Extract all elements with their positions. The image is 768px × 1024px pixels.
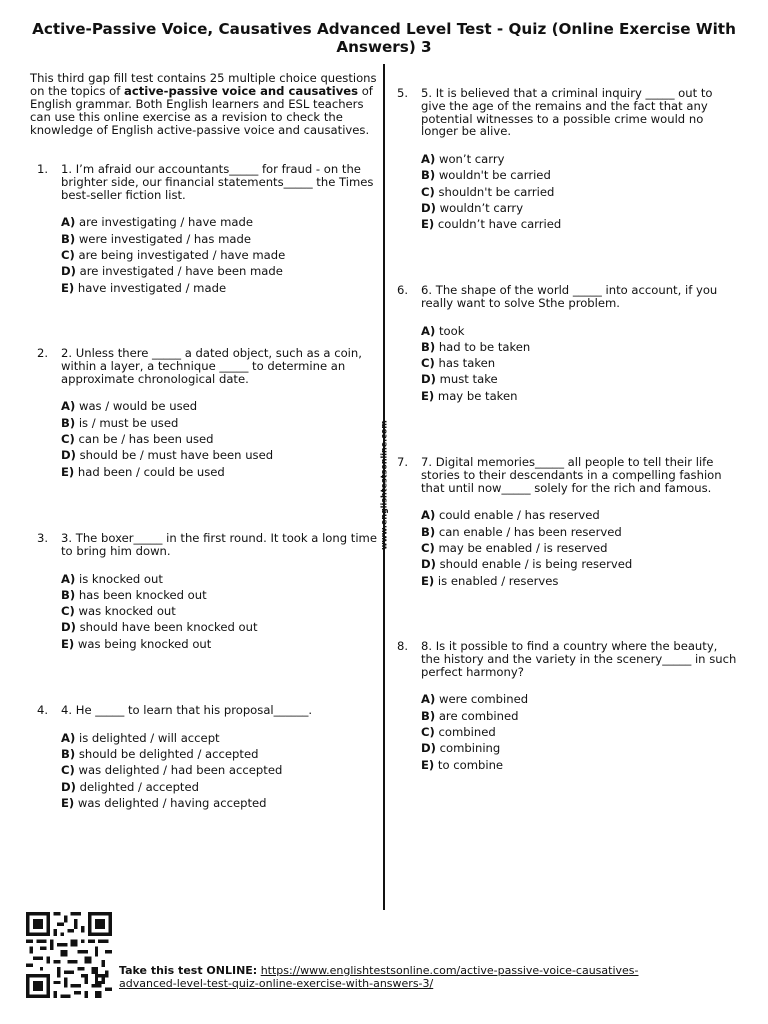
option-b[interactable]: B) has been knocked out [61, 587, 207, 602]
option-d[interactable]: D) delighted / accepted [61, 779, 199, 794]
question-number: 8. [397, 639, 409, 653]
option-d[interactable]: D) should have been knocked out [61, 620, 258, 635]
option-a[interactable]: A) is delighted / will accept [61, 730, 220, 745]
option-c[interactable]: C) shouldn't be carried [421, 184, 555, 199]
intro-bold-topic: active-passive voice and causatives [124, 84, 359, 98]
intro-paragraph [30, 72, 380, 137]
question-6 [397, 283, 739, 404]
option-b[interactable]: B) should be delighted / accepted [61, 747, 259, 762]
option-b[interactable]: B) can enable / has been reserved [421, 524, 622, 539]
question-number: 4. [37, 703, 49, 717]
option-a[interactable]: A) are investigating / have made [61, 215, 254, 230]
option-c[interactable]: C) was delighted / had been accepted [61, 763, 283, 778]
option-e[interactable]: E) had been / could be used [61, 464, 225, 479]
intro-text-2: of English grammar. Both English learners and ESL teachers can use this online exercise as a revision to check the knowledge of English active-passive voice and causatives. [30, 84, 373, 137]
option-b[interactable]: B) had to be taken [421, 339, 531, 354]
option-b[interactable]: B) wouldn't be carried [421, 168, 551, 183]
option-c[interactable]: C) can be / has been used [61, 431, 214, 446]
option-c[interactable]: C) has taken [421, 356, 496, 371]
question-3 [37, 531, 379, 652]
option-b[interactable]: B) is / must be used [61, 415, 179, 430]
question-7 [397, 455, 739, 589]
option-c[interactable]: C) combined [421, 724, 496, 739]
question-text: 6. The shape of the world _____ into account, if you really want to solve Sthe problem. [421, 283, 718, 310]
option-d[interactable]: D) are investigated / have been made [61, 264, 283, 279]
option-a[interactable]: A) could enable / has reserved [421, 508, 600, 523]
option-c[interactable]: C) are being investigated / have made [61, 247, 286, 262]
option-e[interactable]: E) may be taken [421, 388, 518, 403]
question-number: 3. [37, 531, 49, 545]
question-text: 2. Unless there _____ a dated object, such as a coin, within a layer, a technique _____ to determine an approximate chronological date. [61, 346, 362, 386]
option-e[interactable]: E) was being knocked out [61, 636, 212, 651]
qr-code[interactable] [24, 912, 114, 998]
footer-label: Take this test ONLINE: [119, 964, 258, 977]
question-5 [397, 86, 739, 233]
question-8 [397, 639, 739, 773]
page-title: Active-Passive Voice, Causatives Advanced Level Test - Quiz (Online Exercise With Answers) 3 [32, 20, 736, 56]
option-d[interactable]: D) must take [421, 372, 498, 387]
question-text: 7. Digital memories_____ all people to tell their life stories to their descendants in a compelling fashion that until now_____ solely for the rich and famous. [421, 455, 722, 495]
question-number: 6. [397, 283, 409, 297]
question-2 [37, 346, 379, 480]
question-text: 3. The boxer_____ in the first round. It took a long time to bring him down. [61, 531, 377, 558]
option-e[interactable]: E) to combine [421, 757, 504, 772]
option-e[interactable]: E) is enabled / reserves [421, 573, 559, 588]
option-a[interactable]: A) took [421, 323, 465, 338]
question-number: 7. [397, 455, 409, 469]
question-4 [37, 703, 379, 811]
question-1 [37, 162, 379, 296]
question-text: 4. He _____ to learn that his proposal______. [61, 703, 313, 717]
test-online-link[interactable]: https://www.englishtestsonline.com/active-passive-voice-causatives-advanced-level-test-quiz-online-exercise-with-answers-3/ [119, 964, 639, 990]
question-number: 1. [37, 162, 49, 176]
option-b[interactable]: B) are combined [421, 708, 519, 723]
option-a[interactable]: A) was / would be used [61, 399, 198, 414]
option-d[interactable]: D) combining [421, 741, 501, 756]
option-a[interactable]: A) is knocked out [61, 571, 163, 586]
option-a[interactable]: A) won’t carry [421, 152, 505, 167]
option-c[interactable]: C) may be enabled / is reserved [421, 540, 608, 555]
option-d[interactable]: D) should enable / is being reserved [421, 557, 633, 572]
question-text: 5. It is believed that a criminal inquiry _____ out to give the age of the remains and the fact that any potential witnesses to a possible crime would no longer be alive. [421, 86, 713, 139]
option-b[interactable]: B) were investigated / has made [61, 231, 251, 246]
option-e[interactable]: E) was delighted / having accepted [61, 795, 267, 810]
question-text: 8. Is it possible to find a country where the beauty, the history and the variety in the scenery_____ in such perfect harmony? [421, 639, 737, 679]
side-watermark-url: www.englishtestsonline.com [379, 420, 389, 550]
option-e[interactable]: E) couldn’t have carried [421, 217, 562, 232]
intro-text-1: This third gap fill test contains 25 multiple choice questions on the topics of [30, 71, 377, 98]
option-d[interactable]: D) wouldn’t carry [421, 201, 524, 216]
question-text: 1. I’m afraid our accountants_____ for fraud - on the brighter side, our financial statements_____ the Times best-seller fiction list. [61, 162, 374, 202]
option-c[interactable]: C) was knocked out [61, 604, 176, 619]
question-number: 2. [37, 346, 49, 360]
option-d[interactable]: D) should be / must have been used [61, 448, 274, 463]
question-number: 5. [397, 86, 409, 100]
option-a[interactable]: A) were combined [421, 692, 529, 707]
option-e[interactable]: E) have investigated / made [61, 280, 227, 295]
footer-link-line [119, 965, 639, 990]
